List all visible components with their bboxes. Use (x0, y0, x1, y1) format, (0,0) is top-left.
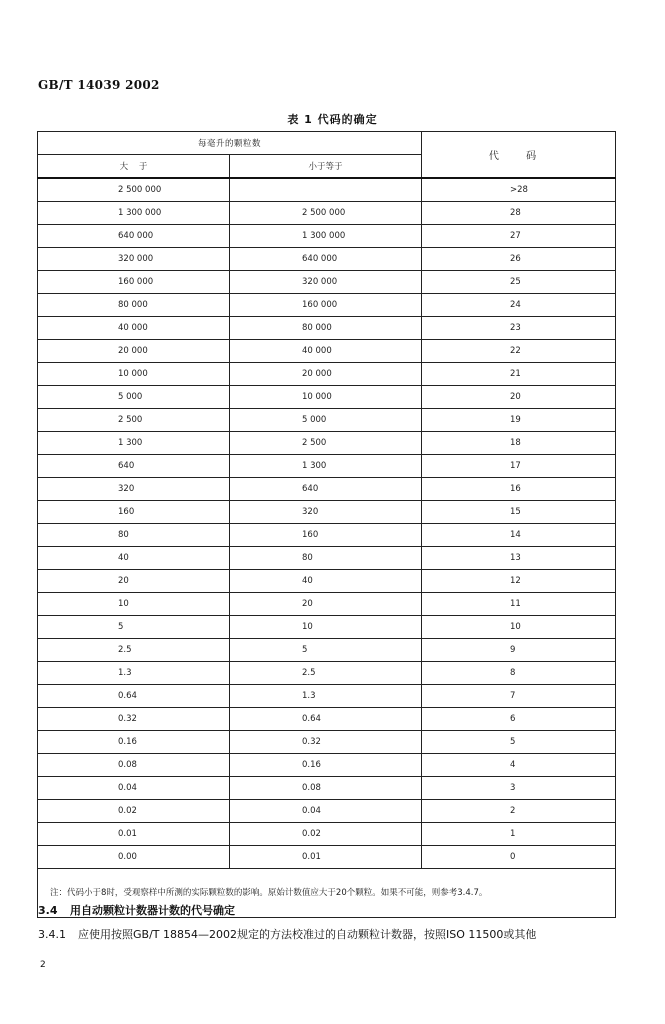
paragraph-text: 应使用按照GB/T 18854—2002规定的方法校准过的自动颗粒计数器，按照ISO 11500或其他 (78, 928, 537, 941)
cell-less-equal: 1 300 (230, 455, 422, 478)
cell-code: 20 (422, 386, 616, 409)
cell-less-equal: 2 500 (230, 432, 422, 455)
table-row (38, 248, 616, 271)
cell-code: 9 (422, 639, 616, 662)
table-title: 表 1 代码的确定 (287, 113, 378, 126)
table-row (38, 593, 616, 616)
cell-less-equal: 0.32 (230, 731, 422, 754)
cell-greater-than: 0.00 (38, 846, 230, 869)
cell-less-equal: 0.64 (230, 708, 422, 731)
cell-code: 0 (422, 846, 616, 869)
cell-less-equal: 640 000 (230, 248, 422, 271)
section-heading-text: 用自动颗粒计数器计数的代号确定 (70, 904, 235, 917)
cell-greater-than: 0.32 (38, 708, 230, 731)
col-header-le: 小于等于 (230, 155, 422, 179)
cell-less-equal: 0.04 (230, 800, 422, 823)
cell-code: 2 (422, 800, 616, 823)
cell-greater-than: 2.5 (38, 639, 230, 662)
table-row (38, 754, 616, 777)
cell-greater-than: 640 000 (38, 225, 230, 248)
table-row (38, 294, 616, 317)
cell-greater-than: 0.16 (38, 731, 230, 754)
cell-code: 22 (422, 340, 616, 363)
cell-less-equal: 5 (230, 639, 422, 662)
table-row (38, 777, 616, 800)
cell-greater-than: 0.01 (38, 823, 230, 846)
cell-less-equal: 0.01 (230, 846, 422, 869)
cell-less-equal: 160 (230, 524, 422, 547)
cell-less-equal: 40 000 (230, 340, 422, 363)
table-row (38, 570, 616, 593)
cell-code: 12 (422, 570, 616, 593)
table-row (38, 432, 616, 455)
table-row (38, 708, 616, 731)
cell-code: 16 (422, 478, 616, 501)
cell-code: 25 (422, 271, 616, 294)
table-row (38, 501, 616, 524)
cell-code: 27 (422, 225, 616, 248)
cell-less-equal: 0.08 (230, 777, 422, 800)
cell-less-equal: 80 000 (230, 317, 422, 340)
table-row (38, 846, 616, 869)
cell-code: >28 (422, 178, 616, 202)
cell-greater-than: 0.08 (38, 754, 230, 777)
table-row (38, 178, 616, 202)
cell-less-equal: 0.16 (230, 754, 422, 777)
cell-less-equal (230, 178, 422, 202)
table-row (38, 639, 616, 662)
cell-code: 21 (422, 363, 616, 386)
cell-less-equal: 5 000 (230, 409, 422, 432)
cell-less-equal: 1.3 (230, 685, 422, 708)
cell-less-equal: 160 000 (230, 294, 422, 317)
cell-less-equal: 2.5 (230, 662, 422, 685)
table-row (38, 271, 616, 294)
cell-code: 23 (422, 317, 616, 340)
cell-greater-than: 5 (38, 616, 230, 639)
table-row (38, 386, 616, 409)
table-row (38, 800, 616, 823)
paragraph-number: 3.4.1 (38, 928, 66, 941)
table-row (38, 731, 616, 754)
cell-less-equal: 40 (230, 570, 422, 593)
cell-less-equal: 320 (230, 501, 422, 524)
table-note: 注：代码小于8时，受观察样中所测的实际颗粒数的影响。原始计数值应大于20个颗粒。如果不可能，则参考3.4.7。 (38, 869, 616, 918)
group-header: 每毫升的颗粒数 (38, 132, 422, 155)
col-header-code: 代 码 (422, 132, 616, 179)
cell-code: 18 (422, 432, 616, 455)
cell-less-equal: 80 (230, 547, 422, 570)
code-table (37, 131, 616, 918)
cell-code: 14 (422, 524, 616, 547)
cell-code: 6 (422, 708, 616, 731)
cell-greater-than: 40 (38, 547, 230, 570)
cell-less-equal: 640 (230, 478, 422, 501)
cell-code: 15 (422, 501, 616, 524)
table-row (38, 317, 616, 340)
section-heading-number: 3.4 (38, 904, 58, 917)
cell-code: 26 (422, 248, 616, 271)
col-header-gt: 大 于 (38, 155, 230, 179)
cell-code: 10 (422, 616, 616, 639)
cell-code: 8 (422, 662, 616, 685)
cell-greater-than: 1.3 (38, 662, 230, 685)
cell-code: 24 (422, 294, 616, 317)
cell-code: 3 (422, 777, 616, 800)
cell-code: 19 (422, 409, 616, 432)
table-row (38, 547, 616, 570)
cell-greater-than: 20 000 (38, 340, 230, 363)
cell-greater-than: 160 (38, 501, 230, 524)
cell-greater-than: 5 000 (38, 386, 230, 409)
table-row (38, 478, 616, 501)
cell-greater-than: 640 (38, 455, 230, 478)
cell-code: 28 (422, 202, 616, 225)
cell-less-equal: 10 (230, 616, 422, 639)
cell-greater-than: 0.64 (38, 685, 230, 708)
table-row (38, 662, 616, 685)
table-row (38, 524, 616, 547)
cell-code: 4 (422, 754, 616, 777)
table-row (38, 225, 616, 248)
cell-greater-than: 320 000 (38, 248, 230, 271)
table-row (38, 340, 616, 363)
table-row (38, 685, 616, 708)
table-row (38, 616, 616, 639)
table-row (38, 363, 616, 386)
page-number: 2 (40, 960, 46, 970)
cell-less-equal: 1 300 000 (230, 225, 422, 248)
cell-greater-than: 1 300 (38, 432, 230, 455)
cell-greater-than: 160 000 (38, 271, 230, 294)
cell-greater-than: 2 500 (38, 409, 230, 432)
cell-code: 13 (422, 547, 616, 570)
cell-greater-than: 0.04 (38, 777, 230, 800)
cell-less-equal: 320 000 (230, 271, 422, 294)
cell-greater-than: 320 (38, 478, 230, 501)
cell-less-equal: 0.02 (230, 823, 422, 846)
standard-code: GB/T 14039 2002 (38, 78, 160, 92)
cell-greater-than: 20 (38, 570, 230, 593)
cell-greater-than: 80 (38, 524, 230, 547)
cell-greater-than: 0.02 (38, 800, 230, 823)
cell-less-equal: 20 000 (230, 363, 422, 386)
cell-code: 7 (422, 685, 616, 708)
table-row (38, 823, 616, 846)
cell-greater-than: 10 000 (38, 363, 230, 386)
section-paragraph (38, 926, 638, 942)
table-row (38, 455, 616, 478)
cell-greater-than: 1 300 000 (38, 202, 230, 225)
cell-code: 1 (422, 823, 616, 846)
cell-code: 5 (422, 731, 616, 754)
table-row (38, 409, 616, 432)
cell-greater-than: 2 500 000 (38, 178, 230, 202)
cell-less-equal: 20 (230, 593, 422, 616)
cell-greater-than: 80 000 (38, 294, 230, 317)
section-heading (38, 902, 235, 918)
table-row (38, 202, 616, 225)
cell-greater-than: 10 (38, 593, 230, 616)
cell-code: 11 (422, 593, 616, 616)
cell-code: 17 (422, 455, 616, 478)
cell-greater-than: 40 000 (38, 317, 230, 340)
cell-less-equal: 10 000 (230, 386, 422, 409)
cell-less-equal: 2 500 000 (230, 202, 422, 225)
